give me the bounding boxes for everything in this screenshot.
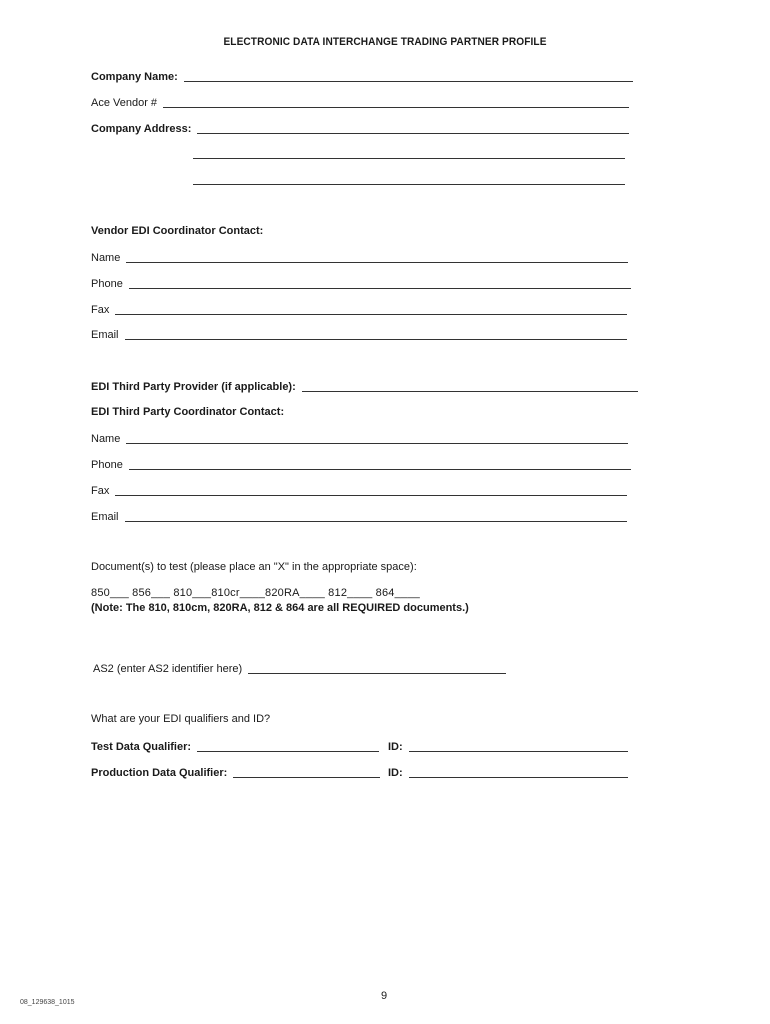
third-party-email-row <box>91 508 627 524</box>
third-party-provider-row <box>91 378 638 394</box>
qualifiers-question: What are your EDI qualifiers and ID? <box>91 713 271 725</box>
third-party-name-label: Name <box>91 433 121 445</box>
third-party-fax-label: Fax <box>91 485 110 497</box>
vendor-email-field[interactable] <box>125 339 627 340</box>
documents-list[interactable]: 850___ 856___ 810___810cr____820RA____ 812____ 864____ <box>91 587 420 599</box>
document-code: 08_129638_1015 <box>20 999 75 1006</box>
as2-row <box>93 660 506 676</box>
vendor-name-label: Name <box>91 252 121 264</box>
vendor-name-field[interactable] <box>126 262 628 263</box>
test-id-label: ID: <box>388 741 403 753</box>
third-party-email-field[interactable] <box>125 521 627 522</box>
company-address-label: Company Address: <box>91 123 192 135</box>
vendor-phone-label: Phone <box>91 278 123 290</box>
company-address-field-3[interactable] <box>193 184 625 185</box>
vendor-phone-row <box>91 275 631 291</box>
vendor-fax-field[interactable] <box>115 314 627 315</box>
production-qualifier-field[interactable] <box>233 777 380 778</box>
production-qualifier-label: Production Data Qualifier: <box>91 767 228 779</box>
third-party-email-label: Email <box>91 511 119 523</box>
company-address-field-1[interactable] <box>197 133 629 134</box>
third-party-phone-row <box>91 456 631 472</box>
documents-instruction: Document(s) to test (please place an "X" in the appropriate space): <box>91 561 417 573</box>
vendor-fax-label: Fax <box>91 304 110 316</box>
vendor-phone-field[interactable] <box>129 288 631 289</box>
production-qualifier-row <box>91 764 380 780</box>
as2-field[interactable] <box>248 673 506 674</box>
test-qualifier-field[interactable] <box>197 751 379 752</box>
third-party-phone-field[interactable] <box>129 469 631 470</box>
page-number: 9 <box>381 990 388 1002</box>
vendor-number-row <box>91 94 629 110</box>
vendor-number-label: Ace Vendor # <box>91 97 158 109</box>
test-qualifier-row <box>91 738 379 754</box>
page-title: ELECTRONIC DATA INTERCHANGE TRADING PARTNER PROFILE <box>223 36 547 48</box>
test-id-row <box>388 738 628 754</box>
third-party-name-field[interactable] <box>126 443 628 444</box>
third-party-name-row <box>91 430 628 446</box>
company-name-field[interactable] <box>184 81 633 82</box>
production-id-field[interactable] <box>409 777 628 778</box>
third-party-provider-field[interactable] <box>302 391 638 392</box>
production-id-label: ID: <box>388 767 403 779</box>
company-name-row <box>91 68 633 84</box>
third-party-fax-field[interactable] <box>115 495 627 496</box>
documents-note: (Note: The 810, 810cm, 820RA, 812 & 864 are all REQUIRED documents.) <box>91 602 469 614</box>
vendor-email-label: Email <box>91 329 119 341</box>
company-name-label: Company Name: <box>91 71 178 83</box>
company-address-field-2[interactable] <box>193 158 625 159</box>
company-address-row <box>91 120 629 136</box>
third-party-contact-heading: EDI Third Party Coordinator Contact: <box>91 406 285 418</box>
production-id-row <box>388 764 628 780</box>
third-party-fax-row <box>91 482 627 498</box>
as2-label: AS2 (enter AS2 identifier here) <box>93 663 243 675</box>
vendor-name-row <box>91 249 628 265</box>
third-party-provider-label: EDI Third Party Provider (if applicable): <box>91 381 296 393</box>
vendor-fax-row <box>91 301 627 317</box>
test-qualifier-label: Test Data Qualifier: <box>91 741 192 753</box>
vendor-number-field[interactable] <box>163 107 629 108</box>
vendor-contact-heading: Vendor EDI Coordinator Contact: <box>91 225 264 237</box>
test-id-field[interactable] <box>409 751 628 752</box>
vendor-email-row <box>91 326 627 342</box>
third-party-phone-label: Phone <box>91 459 123 471</box>
